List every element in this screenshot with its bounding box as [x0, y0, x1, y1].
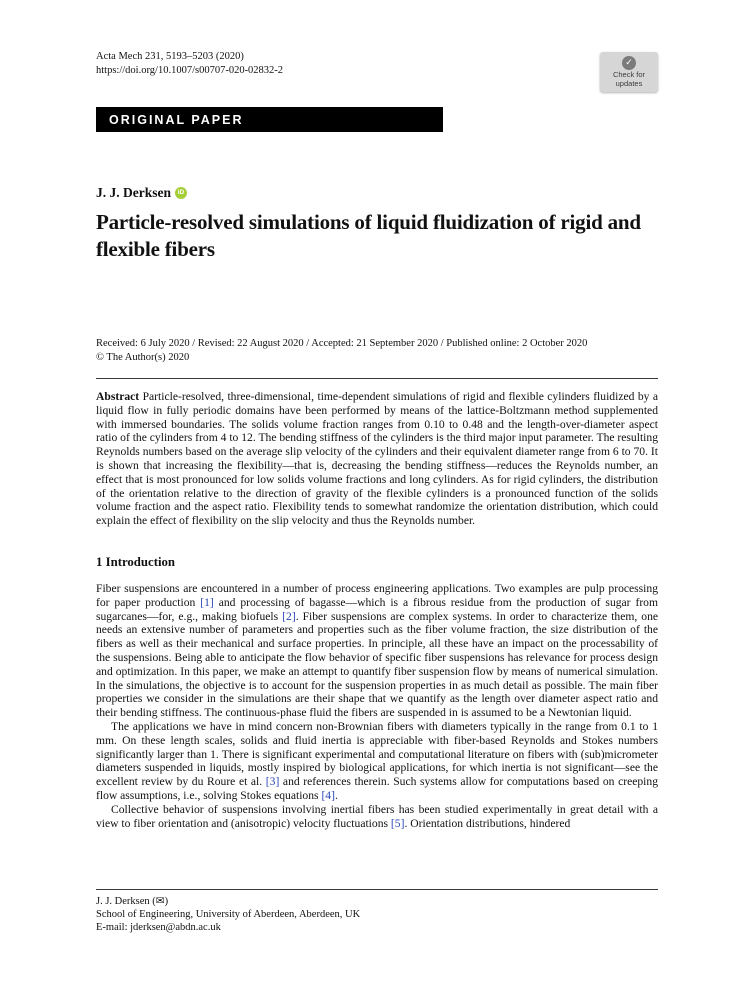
journal-citation: Acta Mech 231, 5193–5203 (2020): [96, 51, 244, 62]
abstract-paragraph: [96, 390, 658, 528]
citation-link[interactable]: [5]: [390, 816, 405, 830]
copyright-line: © The Author(s) 2020: [96, 352, 190, 363]
author-line: [96, 184, 658, 201]
page-header: [96, 50, 658, 92]
correspondence-author: J. J. Derksen (✉): [96, 896, 169, 907]
article-type-label: ORIGINAL PAPER: [109, 112, 244, 127]
body-paragraph: Collective behavior of suspensions involving inertial fibers has been studied experimentally in great detail with a view to fiber orientation and (anisotropic) velocity fluctuations [5]. Orientation distributions, hindered: [96, 802, 658, 830]
section-heading-introduction: 1 Introduction: [96, 554, 176, 569]
citation-link[interactable]: [3]: [265, 775, 280, 789]
citation-link[interactable]: [4]: [321, 788, 335, 802]
citation-link[interactable]: [1]: [200, 595, 214, 609]
correspondence-email: E-mail: jderksen@abdn.ac.uk: [96, 922, 221, 934]
crossmark-icon: ✓: [622, 56, 636, 70]
abstract-divider: [96, 378, 658, 379]
history-dates: Received: 6 July 2020 / Revised: 22 August 2020 / Accepted: 21 September 2020 / Published online: 2 October 2020: [96, 338, 588, 349]
introduction-body: [96, 582, 658, 830]
article-history: [96, 337, 658, 365]
check-for-updates-label: Check for updates: [612, 70, 646, 88]
abstract-text: Particle-resolved, three-dimensional, time-dependent simulations of rigid and flexible cylinders fluidized by a liquid flow in fully periodic domains have been performed by means of the lattice-Boltzmann method supplemented with immersed boundaries. The solids volume fraction ranges from 0.10 to 0.48 and the length-over-diameter aspect ratio of the cylinders from 4 to 12. The bending stiffness of the cylinders is the third major input parameter. The resulting Reynolds numbers based on the average slip velocity of the cylinders and their equivalent diameter range from 6 to 70. It is shown that increasing the flexibility—that is, decreasing the bending stiffness—reduces the Reynolds number, an effect that is most pronounced for low solids volume fractions and long cylinders. As for rigid cylinders, the distribution of the orientation relative to the direction of gravity of the flexible cylinders is a pronounced function of the solids volume fraction and the aspect ratio. Flexibility tends to somewhat randomize the orientation distribution, which could explain the effect of flexibility on the slip velocity and thus the Reynolds number.: [96, 390, 658, 528]
author-name: J. J. Derksen: [96, 185, 171, 200]
doi-link[interactable]: https://doi.org/10.1007/s00707-020-02832-2: [96, 65, 284, 76]
article-type-banner: [96, 107, 443, 132]
correspondence-affiliation: School of Engineering, University of Aberdeen, Aberdeen, UK: [96, 909, 361, 921]
body-paragraph: Fiber suspensions are encountered in a number of process engineering applications. Two examples are pulp processing for paper production [1] and processing of bagasse—which is a fibrous residue from the production of sugar from sugarcanes—for, e.g., making biofuels [2]. Fiber suspensions are complex systems. In order to characterize them, one needs an extensive number of parameters and properties such as the fiber volume fraction, the size distribution of the fibers as well as their mechanical and surface properties. In principle, all these have an impact on the processability of the suspensions. Being able to anticipate the flow behavior of specific fiber suspensions has relevance for process design and optimization. In this paper, we make an attempt to quantify fiber suspension flow by means of numerical simulation. In the simulations, the objective is to account for the suspension properties in as much detail as possible. The main fiber properties we consider in the simulations are their shape that we quantify as the length over diameter aspect ratio and their bending stiffness. The continuous-phase fluid the fibers are suspended in is assumed to be a Newtonian liquid.: [96, 581, 659, 720]
check-for-updates-badge[interactable]: [600, 52, 658, 92]
correspondence-footnote: [96, 889, 658, 1000]
orcid-icon[interactable]: iD: [175, 187, 187, 199]
journal-meta: [96, 50, 283, 78]
body-paragraph: The applications we have in mind concern non-Brownian fibers with diameters typically in the range from 0.1 to 1 mm. On these length scales, solids and fluid inertia is appreciable with fiber-based Reynolds and Stokes numbers significantly larger than 1. There is significant experimental and computational literature on fibers with (sub)micrometer diameters suspended in liquids, mostly inspired by biological applications, for which inertia is not significant—see the excellent review by du Roure et al. [3] and references therein. Such systems allow for computations based on creeping flow assumptions, i.e., solving Stokes equations [4].: [96, 719, 659, 802]
abstract-label: Abstract: [96, 390, 140, 403]
paper-title: Particle-resolved simulations of liquid fluidization of rigid and flexible fibers: [96, 210, 641, 261]
citation-link[interactable]: [2]: [282, 609, 296, 623]
